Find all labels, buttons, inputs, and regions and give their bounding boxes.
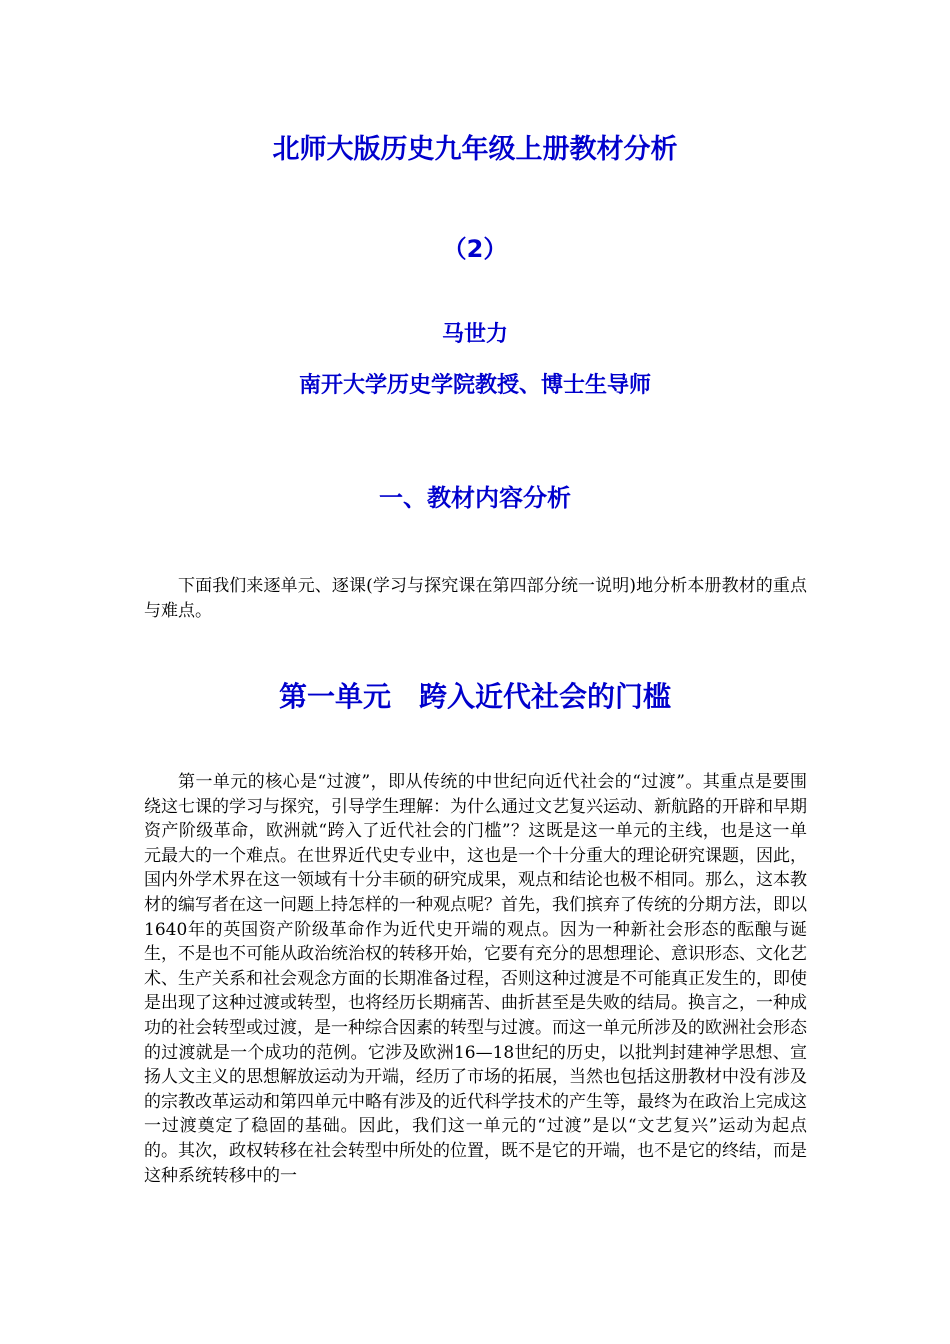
author-name: 马世力 [441,322,508,347]
section-heading: 一、教材内容分析 [379,484,571,512]
document-title: 北师大版历史九年级上册教材分析 [272,134,678,165]
document-subtitle: （2） [442,235,508,263]
unit-paragraph: 第一单元的核心是“过渡”，即从传统的中世纪向近代社会的“过渡”。其重点是要围绕这七课的学习与探究，引导学生理解：为什么通过文艺复兴运动、新航路的开辟和早期资产阶级革命，欧洲就“跨入了近代社会的门槛”？这既是这一单元的主线，也是这一单元最大的一个难点。在世界近代史专业中，这也是一个十分重大的理论研究课题，因此，国内外学术界在这一领域有十分丰硕的研究成果，观点和结论也极不相同。那么，这本教材的编写者在这一问题上持怎样的一种观点呢？首先，我们摈弃了传统的分期方法，即以1640年的英国资产阶级革命作为近代史开端的观点。因为一种新社会形态的酝酿与诞生，不是也不可能从政治统治权的转移开始，它要有充分的思想理论、意识形态、文化艺术、生产关系和社会观念方面的长期准备过程，否则这种过渡是不可能真正发生的，即使是出现了这种过渡或转型，也将经历长期痛苦、曲折甚至是失败的结局。换言之，一种成功的社会转型或过渡，是一种综合因素的转型与过渡。而这一单元所涉及的欧洲社会形态的过渡就是一个成功的范例。它涉及欧洲16—18世纪的历史，以批判封建神学思想、宣扬人文主义的思想解放运动为开端，经历了市场的拓展，当然也包括这册教材中没有涉及的宗教改革运动和第四单元中略有涉及的近代科学技术的产生等，最终为在政治上完成这一过渡奠定了稳固的基础。因此，我们这一单元的“过渡”是以“文艺复兴”运动为起点的。其次，政权转移在社会转型中所处的位置，既不是它的开端，也不是它的终结，而是这种系统转移中的一 [144,772,807,1186]
unit-heading: 第一单元 跨入近代社会的门槛 [278,680,671,713]
intro-paragraph: 下面我们来逐单元、逐课(学习与探究课在第四部分统一说明)地分析本册教材的重点与难点。 [144,576,807,621]
author-affiliation: 南开大学历史学院教授、博士生导师 [298,373,651,398]
